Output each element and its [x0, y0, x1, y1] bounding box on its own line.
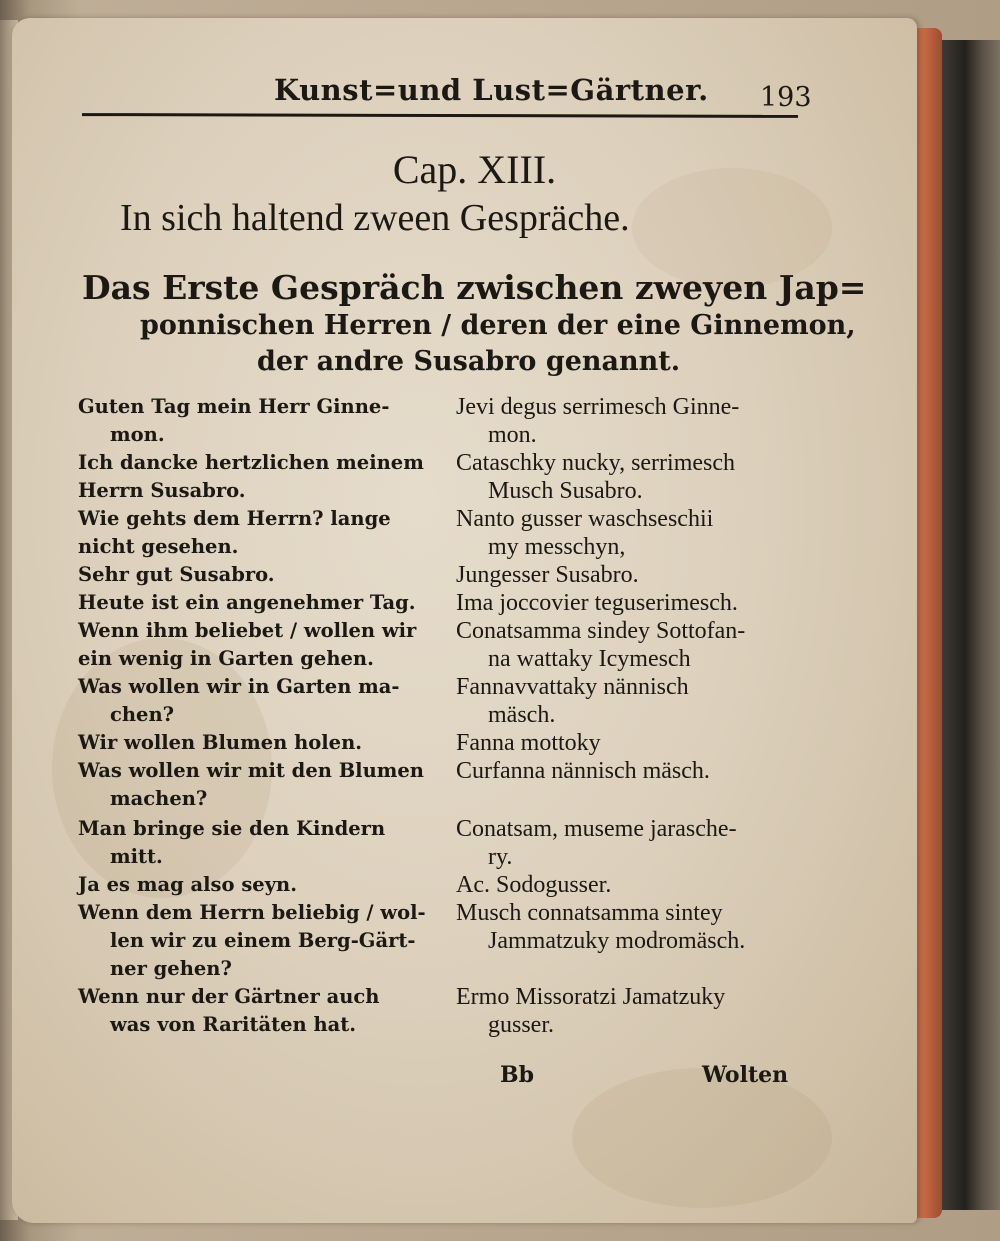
- german-line: ner gehen?: [110, 957, 232, 980]
- german-line: mon.: [110, 423, 165, 446]
- german-line: ein wenig in Garten gehen.: [78, 647, 374, 670]
- german-text: [78, 871, 450, 899]
- japanese-line: Cataschky nucky, serrimesch: [456, 450, 736, 476]
- german-text: [78, 757, 450, 813]
- german-line: Sehr gut Susabro.: [78, 563, 275, 586]
- japanese-text: [450, 673, 808, 729]
- japanese-line: Ac. Sodogusser.: [456, 872, 612, 898]
- german-line: len wir zu einem Berg-Gärt-: [110, 929, 416, 952]
- japanese-line: na wattaky Icymesch: [488, 646, 691, 672]
- dialogue-row: [78, 983, 808, 1039]
- page-number: 193: [760, 82, 812, 113]
- german-line: Herrn Susabro.: [78, 479, 246, 502]
- german-text: [78, 449, 450, 505]
- german-text: [78, 393, 450, 449]
- german-line: machen?: [110, 787, 208, 810]
- japanese-text: [450, 505, 808, 561]
- japanese-line: Fannavvattaky nännisch: [456, 674, 689, 700]
- running-head-title: Kunst=und Lust=Gärtner.: [274, 73, 709, 107]
- japanese-line: Jungesser Susabro.: [456, 562, 639, 588]
- catchword: Wolten: [702, 1062, 789, 1088]
- german-text: [78, 505, 450, 561]
- german-line: Man bringe sie den Kindern: [78, 817, 386, 840]
- german-line: nicht gesehen.: [78, 535, 239, 558]
- japanese-text: [450, 729, 808, 757]
- japanese-line: Nanto gusser waschseschii: [456, 506, 714, 532]
- japanese-text: [450, 983, 808, 1039]
- japanese-text: [450, 561, 808, 589]
- dialogue-row: [78, 729, 808, 757]
- japanese-text: [450, 393, 808, 449]
- german-text: [78, 561, 450, 589]
- book-page: [12, 18, 917, 1223]
- german-line: Was wollen wir in Garten ma-: [78, 675, 400, 698]
- japanese-line: ry.: [488, 844, 513, 870]
- german-line: Wir wollen Blumen holen.: [78, 731, 363, 754]
- japanese-line: mon.: [488, 422, 537, 448]
- dialogue-row: [78, 449, 808, 505]
- japanese-line: Conatsam, museme jarasche-: [456, 816, 737, 842]
- japanese-text: [450, 589, 808, 617]
- section-title-line: ponnischen Herren / deren der eine Ginnemon,: [140, 310, 856, 341]
- german-text: [78, 589, 450, 617]
- dialogue-row: [78, 561, 808, 589]
- german-line: Wenn dem Herrn beliebig / wol-: [78, 901, 426, 924]
- german-line: chen?: [110, 703, 175, 726]
- dialogue-row: [78, 899, 808, 983]
- chapter-subtitle: In sich haltend zween Gespräche.: [120, 197, 630, 239]
- japanese-line: Ima joccovier teguserimesch.: [456, 590, 738, 616]
- japanese-text: [450, 617, 808, 673]
- japanese-line: Jammatzuky modromäsch.: [488, 928, 746, 954]
- german-text: [78, 899, 450, 983]
- japanese-line: gusser.: [488, 1012, 554, 1038]
- german-line: Was wollen wir mit den Blumen: [78, 759, 424, 782]
- dialogue-row: [78, 815, 808, 871]
- dialogue-row: [78, 757, 808, 813]
- german-text: [78, 617, 450, 673]
- dialogue-row: [78, 673, 808, 729]
- book-cover-edge: [942, 40, 1000, 1210]
- japanese-line: Conatsamma sindey Sottofan-: [456, 618, 746, 644]
- dialogue-row: [78, 617, 808, 673]
- section-title-line: der andre Susabro genannt.: [257, 346, 681, 377]
- japanese-line: Jevi degus serrimesch Ginne-: [456, 394, 740, 420]
- dialogue-table: [78, 393, 808, 1039]
- japanese-text: [450, 871, 808, 899]
- signature-mark: Bb: [500, 1062, 534, 1088]
- section-title: [82, 268, 867, 380]
- german-line: was von Raritäten hat.: [110, 1013, 357, 1036]
- german-text: [78, 673, 450, 729]
- german-line: Wenn nur der Gärtner auch: [78, 985, 380, 1008]
- german-line: Heute ist ein angenehmer Tag.: [78, 591, 416, 614]
- german-text: [78, 729, 450, 757]
- japanese-line: Musch Susabro.: [488, 478, 643, 504]
- japanese-line: Curfanna nännisch mäsch.: [456, 758, 710, 784]
- dialogue-row: [78, 393, 808, 449]
- japanese-text: [450, 899, 808, 955]
- dialogue-row: [78, 589, 808, 617]
- german-line: Guten Tag mein Herr Ginne-: [78, 395, 390, 418]
- german-line: Wenn ihm beliebet / wollen wir: [78, 619, 417, 642]
- german-line: mitt.: [110, 845, 163, 868]
- japanese-text: [450, 449, 808, 505]
- chapter-heading: Cap. XIII.: [392, 147, 557, 192]
- header-rule: [82, 113, 798, 118]
- german-line: Ja es mag also seyn.: [78, 873, 298, 896]
- dialogue-row: [78, 871, 808, 899]
- japanese-line: Musch connatsamma sintey: [456, 900, 723, 926]
- japanese-line: Ermo Missoratzi Jamatzuky: [456, 984, 726, 1010]
- german-line: Ich dancke hertzlichen meinem: [78, 451, 424, 474]
- japanese-line: Fanna mottoky: [456, 730, 601, 756]
- german-text: [78, 983, 450, 1039]
- dialogue-row: [78, 505, 808, 561]
- japanese-text: [450, 757, 808, 785]
- catchwords-line: [12, 1062, 917, 1096]
- japanese-line: mäsch.: [488, 702, 556, 728]
- section-title-line: Das Erste Gespräch zwischen zweyen Jap=: [82, 268, 867, 307]
- german-text: [78, 815, 450, 871]
- german-line: Wie gehts dem Herrn? lange: [78, 507, 391, 530]
- japanese-line: my messchyn,: [488, 534, 626, 560]
- japanese-text: [450, 815, 808, 871]
